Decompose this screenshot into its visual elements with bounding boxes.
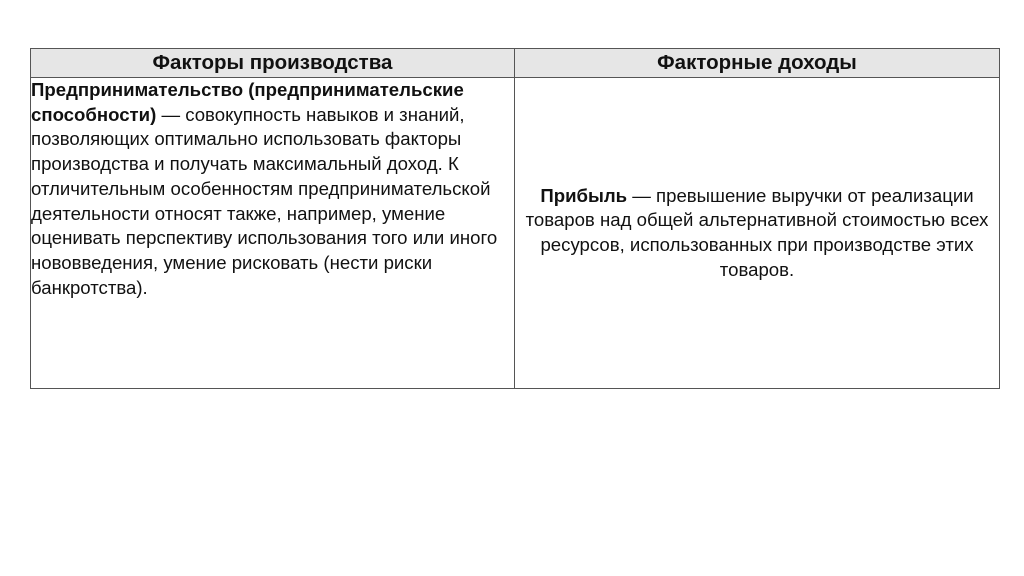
header-factors-of-production: Факторы производства	[31, 49, 515, 78]
factors-table	[30, 48, 1000, 389]
term-entrepreneurship: Предпринимательство (предпринимательские способности)	[31, 79, 464, 125]
table-header-row	[31, 49, 1000, 78]
table-row	[31, 78, 1000, 389]
cell-profit	[515, 78, 1000, 389]
definition-profit: — превышение выручки от реализации товаров над общей альтернативной стоимостью всех ресурсов, использованных при производстве этих товаров.	[525, 184, 989, 280]
cell-entrepreneurship	[31, 78, 515, 389]
term-profit: Прибыль	[540, 184, 628, 206]
header-factor-incomes: Факторные доходы	[515, 49, 1000, 78]
definition-entrepreneurship: — совокупность навыков и знаний, позволяющих оптимально использовать факторы производства и получать максимальный доход. К отличительным особенностям предпринимательской деятельности относят также, например, умение оценивать перспективу использования того или иного нововведения, умение рисковать (нести риски банкротства).	[31, 103, 498, 298]
